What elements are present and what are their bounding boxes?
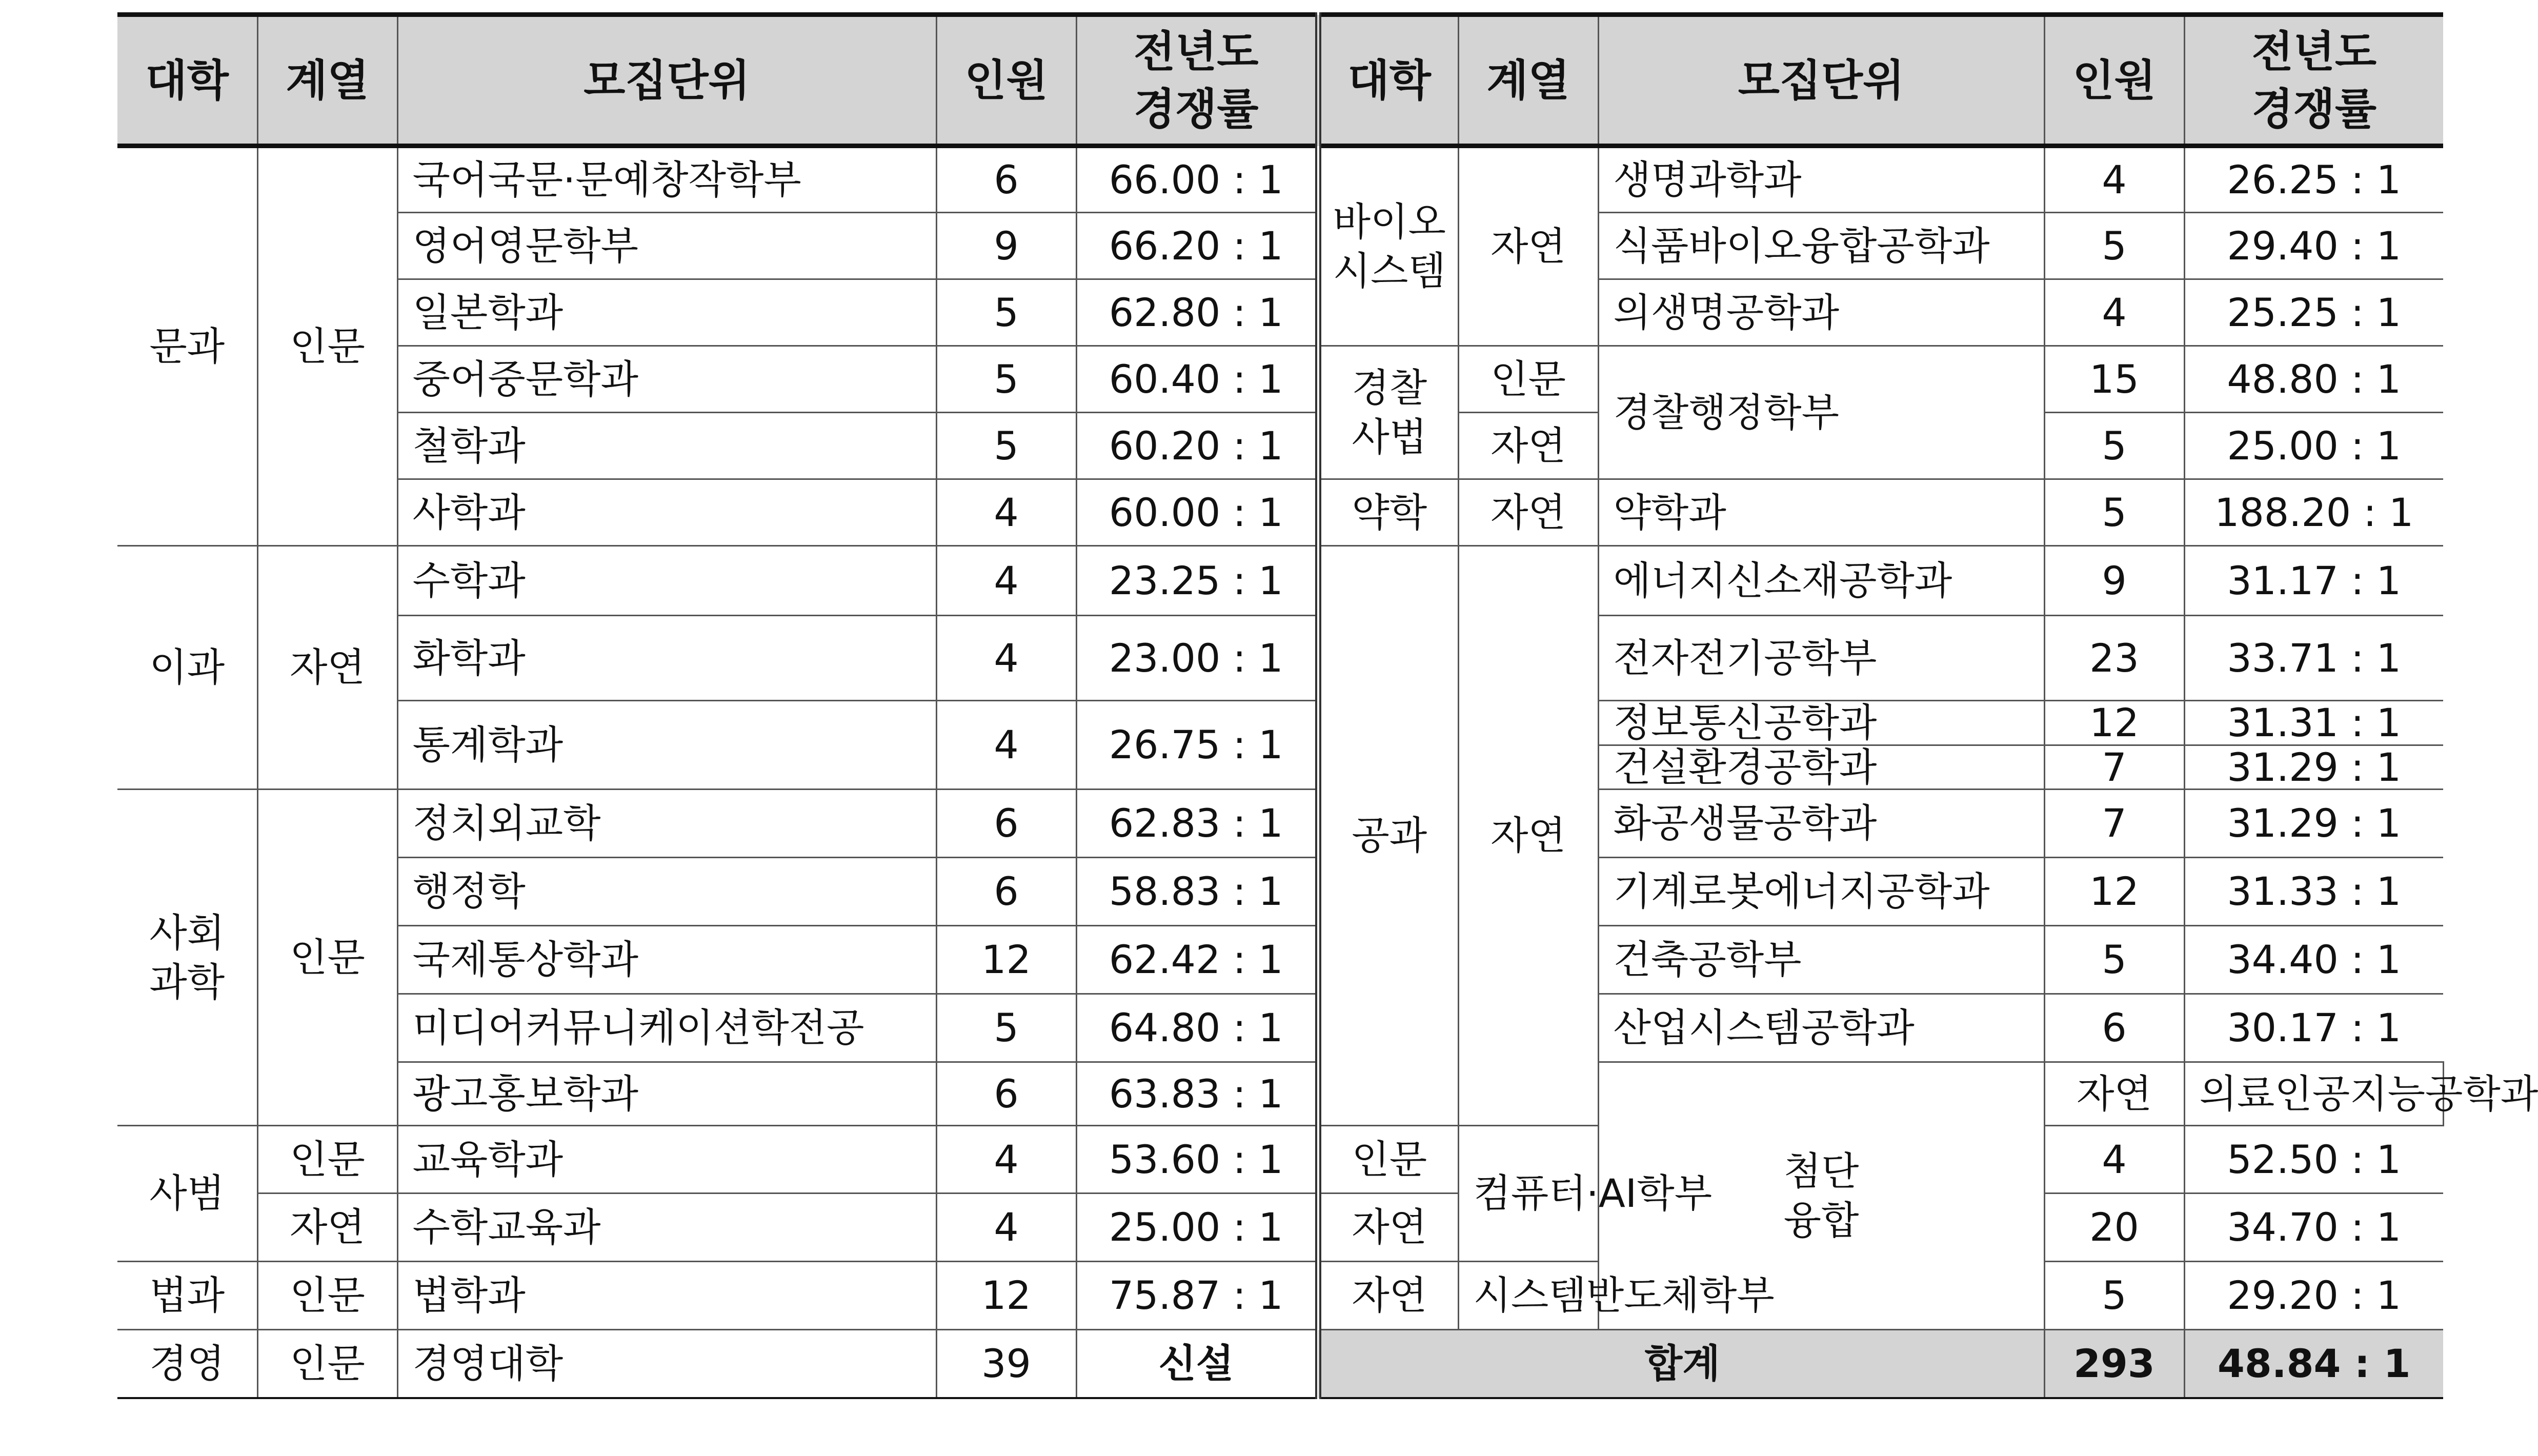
total-label: 합계 — [1318, 1330, 2044, 1398]
unit-cell-right: 에너지신소재공학과 — [1598, 546, 2044, 616]
unit-cell: 법학과 — [397, 1262, 936, 1330]
college-cell: 법과 — [117, 1262, 257, 1330]
count-cell: 6 — [936, 790, 1076, 858]
college-cell-right — [1318, 146, 1458, 346]
table-row — [117, 1262, 2443, 1330]
header-college: 대학 — [117, 15, 257, 146]
ratio-cell-right: 33.71 : 1 — [2184, 616, 2443, 701]
field-cell-right: 자연 — [2044, 1062, 2184, 1126]
count-cell-right: 7 — [2044, 790, 2184, 858]
college-cell: 경영 — [117, 1330, 257, 1398]
count-cell: 6 — [936, 858, 1076, 926]
count-cell: 9 — [936, 213, 1076, 279]
field-cell: 자연 — [257, 546, 397, 790]
ratio-cell-right — [2184, 701, 2443, 790]
ratio-cell-right: 188.20 : 1 — [2184, 479, 2443, 546]
ratio-cell: 66.20 : 1 — [1076, 213, 1318, 279]
count-sub-row: 7 — [2102, 744, 2127, 790]
table-row — [117, 616, 2443, 701]
field-cell-right: 자연 — [1458, 479, 1598, 546]
unit-cell-right: 생명과학과 — [1598, 146, 2044, 213]
header-unit-right: 모집단위 — [1598, 15, 2044, 146]
unit-cell: 통계학과 — [397, 701, 936, 790]
ratio-cell-right: 29.40 : 1 — [2184, 213, 2443, 279]
table-row — [117, 858, 2443, 926]
ratio-cell-right: 34.40 : 1 — [2184, 926, 2443, 994]
table-row — [117, 1062, 2443, 1126]
ratio-cell: 63.83 : 1 — [1076, 1062, 1318, 1126]
header-ratio-line1: 전년도 — [1134, 26, 1259, 77]
table-row — [117, 213, 2443, 279]
header-field-right: 계열 — [1458, 15, 1598, 146]
total-ratio: 48.84 : 1 — [2184, 1330, 2443, 1398]
unit-cell-right — [1598, 701, 2044, 790]
unit-cell-right: 의생명공학과 — [1598, 279, 2044, 346]
count-cell-right: 12 — [2044, 858, 2184, 926]
ratio-cell: 64.80 : 1 — [1076, 994, 1318, 1062]
ratio-cell: 66.00 : 1 — [1076, 146, 1318, 213]
total-count: 293 — [2044, 1330, 2184, 1398]
table-row — [117, 346, 2443, 413]
ratio-cell-right: 31.17 : 1 — [2184, 546, 2443, 616]
ratio-cell-right: 30.17 : 1 — [2184, 994, 2443, 1062]
count-cell: 6 — [936, 1062, 1076, 1126]
ratio-cell: 58.83 : 1 — [1076, 858, 1318, 926]
ratio-cell: 23.00 : 1 — [1076, 616, 1318, 701]
ratio-cell: 25.00 : 1 — [1076, 1194, 1318, 1262]
ratio-cell-right: 31.29 : 1 — [2184, 790, 2443, 858]
ratio-cell: 26.75 : 1 — [1076, 701, 1318, 790]
unit-cell-right: 건축공학부 — [1598, 926, 2044, 994]
count-cell: 6 — [936, 146, 1076, 213]
ratio-cell: 신설 — [1076, 1330, 1318, 1398]
unit-cell: 철학과 — [397, 413, 936, 479]
ratio-cell-right: 25.00 : 1 — [2184, 413, 2443, 479]
ratio-cell: 62.83 : 1 — [1076, 790, 1318, 858]
unit-cell: 경영대학 — [397, 1330, 936, 1398]
college-cell-right — [1318, 346, 1458, 479]
unit-cell-right: 컴퓨터·AI학부 — [1458, 1126, 1598, 1262]
field-cell: 인문 — [257, 1262, 397, 1330]
count-cell: 5 — [936, 346, 1076, 413]
ratio-sub-row: 31.29 : 1 — [2227, 744, 2402, 790]
unit-cell: 정치외교학 — [397, 790, 936, 858]
header-ratio-right-line1: 전년도 — [2251, 26, 2376, 77]
unit-cell: 사학과 — [397, 479, 936, 546]
field-cell: 인문 — [257, 1126, 397, 1194]
field-cell-right: 자연 — [1318, 1262, 1458, 1330]
unit-cell: 국제통상학과 — [397, 926, 936, 994]
ratio-cell: 53.60 : 1 — [1076, 1126, 1318, 1194]
ratio-cell: 60.00 : 1 — [1076, 479, 1318, 546]
unit-cell-right: 산업시스템공학과 — [1598, 994, 2044, 1062]
college-cell: 문과 — [117, 146, 257, 546]
unit-cell: 수학교육과 — [397, 1194, 936, 1262]
ratio-cell-right: 26.25 : 1 — [2184, 146, 2443, 213]
unit-cell-right: 경찰행정학부 — [1598, 346, 2044, 479]
count-cell: 4 — [936, 546, 1076, 616]
unit-sub-row: 건설환경공학과 — [1613, 744, 1877, 790]
header-unit: 모집단위 — [397, 15, 936, 146]
college-cell-right: 약학 — [1318, 479, 1458, 546]
table-row — [117, 701, 2443, 790]
field-cell: 인문 — [257, 790, 397, 1126]
table-row — [117, 1330, 2443, 1398]
unit-cell-right: 의료인공지능공학과 — [2184, 1062, 2443, 1126]
header-ratio-right — [2184, 15, 2443, 146]
unit-sub-row: 정보통신공학과 — [1599, 701, 2044, 746]
count-cell: 4 — [936, 1126, 1076, 1194]
count-cell: 4 — [936, 616, 1076, 701]
count-cell: 4 — [936, 701, 1076, 790]
count-cell-right: 9 — [2044, 546, 2184, 616]
field-cell: 인문 — [257, 1330, 397, 1398]
count-cell: 5 — [936, 994, 1076, 1062]
college-police-line1: 경찰 — [1352, 365, 1427, 411]
unit-cell: 중어중문학과 — [397, 346, 936, 413]
ratio-sub-row: 31.31 : 1 — [2185, 701, 2444, 746]
count-cell-right: 6 — [2044, 994, 2184, 1062]
table-row — [117, 1126, 2443, 1194]
count-cell-right: 5 — [2044, 479, 2184, 546]
table-row — [117, 279, 2443, 346]
ratio-cell-right: 25.25 : 1 — [2184, 279, 2443, 346]
header-field: 계열 — [257, 15, 397, 146]
college-advanced-line1: 첨단 — [1783, 1148, 1859, 1194]
table-row — [117, 413, 2443, 479]
count-cell: 12 — [936, 1262, 1076, 1330]
admissions-table-container — [117, 12, 2538, 1422]
college-bio-line1: 바이오 — [1333, 199, 1446, 245]
ratio-cell-right: 48.80 : 1 — [2184, 346, 2443, 413]
college-social-line1: 사회 — [149, 909, 225, 956]
unit-cell-right: 기계로봇에너지공학과 — [1598, 858, 2044, 926]
count-cell: 5 — [936, 279, 1076, 346]
unit-cell: 화학과 — [397, 616, 936, 701]
field-cell-right: 인문 — [1318, 1126, 1458, 1194]
header-ratio-line2: 경쟁률 — [1134, 84, 1259, 134]
college-social-line2: 과학 — [149, 959, 225, 1005]
unit-cell: 미디어커뮤니케이션학전공 — [397, 994, 936, 1062]
unit-cell-right: 화공생물공학과 — [1598, 790, 2044, 858]
ratio-cell: 60.20 : 1 — [1076, 413, 1318, 479]
count-cell-right: 4 — [2044, 279, 2184, 346]
field-cell-right: 자연 — [1318, 1194, 1458, 1262]
college-advanced-line2: 융합 — [1783, 1197, 1859, 1243]
unit-cell-right: 시스템반도체학부 — [1458, 1262, 1598, 1330]
header-count: 인원 — [936, 15, 1076, 146]
ratio-cell-right: 34.70 : 1 — [2184, 1194, 2443, 1262]
count-cell: 4 — [936, 1194, 1076, 1262]
unit-cell: 교육학과 — [397, 1126, 936, 1194]
college-cell — [117, 790, 257, 1126]
ratio-cell-right: 31.33 : 1 — [2184, 858, 2443, 926]
ratio-cell: 60.40 : 1 — [1076, 346, 1318, 413]
count-cell: 39 — [936, 1330, 1076, 1398]
ratio-cell: 62.42 : 1 — [1076, 926, 1318, 994]
unit-cell: 수학과 — [397, 546, 936, 616]
unit-cell: 행정학 — [397, 858, 936, 926]
table-row — [117, 926, 2443, 994]
count-cell-right: 4 — [2044, 1126, 2184, 1194]
count-cell-right — [2044, 701, 2184, 790]
ratio-cell: 62.80 : 1 — [1076, 279, 1318, 346]
count-cell-right: 5 — [2044, 926, 2184, 994]
college-police-line2: 사법 — [1352, 414, 1427, 460]
college-cell: 이과 — [117, 546, 257, 790]
count-cell: 4 — [936, 479, 1076, 546]
college-cell-right: 공과 — [1318, 546, 1458, 1126]
unit-cell: 일본학과 — [397, 279, 936, 346]
unit-cell: 국어국문·문예창작학부 — [397, 146, 936, 213]
unit-cell: 광고홍보학과 — [397, 1062, 936, 1126]
ratio-cell: 75.87 : 1 — [1076, 1262, 1318, 1330]
unit-cell: 영어영문학부 — [397, 213, 936, 279]
unit-cell-right: 전자전기공학부 — [1598, 616, 2044, 701]
count-cell: 12 — [936, 926, 1076, 994]
field-cell: 자연 — [257, 1194, 397, 1262]
unit-cell-right: 약학과 — [1598, 479, 2044, 546]
admissions-table — [117, 12, 2538, 1399]
count-cell-right: 5 — [2044, 413, 2184, 479]
ratio-cell-right: 52.50 : 1 — [2184, 1126, 2443, 1194]
field-cell: 인문 — [257, 146, 397, 546]
count-cell-right: 4 — [2044, 146, 2184, 213]
unit-cell-right: 식품바이오융합공학과 — [1598, 213, 2044, 279]
header-ratio-right-line2: 경쟁률 — [2251, 84, 2376, 134]
count-cell-right: 5 — [2044, 1262, 2184, 1330]
header-count-right: 인원 — [2044, 15, 2184, 146]
field-cell-right: 인문 — [1458, 346, 1598, 413]
header-ratio — [1076, 15, 1318, 146]
ratio-cell: 23.25 : 1 — [1076, 546, 1318, 616]
table-row — [117, 479, 2443, 546]
table-row — [117, 790, 2443, 858]
count-cell-right: 23 — [2044, 616, 2184, 701]
count-cell-right: 20 — [2044, 1194, 2184, 1262]
count-cell-right: 15 — [2044, 346, 2184, 413]
count-sub-row: 12 — [2045, 701, 2184, 746]
ratio-cell-right: 29.20 : 1 — [2184, 1262, 2443, 1330]
header-college-right: 대학 — [1318, 15, 1458, 146]
table-row — [117, 546, 2443, 616]
header-row — [117, 15, 2443, 146]
count-cell: 5 — [936, 413, 1076, 479]
college-bio-line2: 시스템 — [1333, 248, 1446, 294]
table-row — [117, 994, 2443, 1062]
college-cell: 사범 — [117, 1126, 257, 1262]
table-row — [117, 146, 2443, 213]
field-cell-right: 자연 — [1458, 413, 1598, 479]
count-cell-right: 5 — [2044, 213, 2184, 279]
field-cell-right: 자연 — [1458, 546, 1598, 1126]
field-cell-right: 자연 — [1458, 146, 1598, 346]
table-row — [117, 1194, 2443, 1262]
